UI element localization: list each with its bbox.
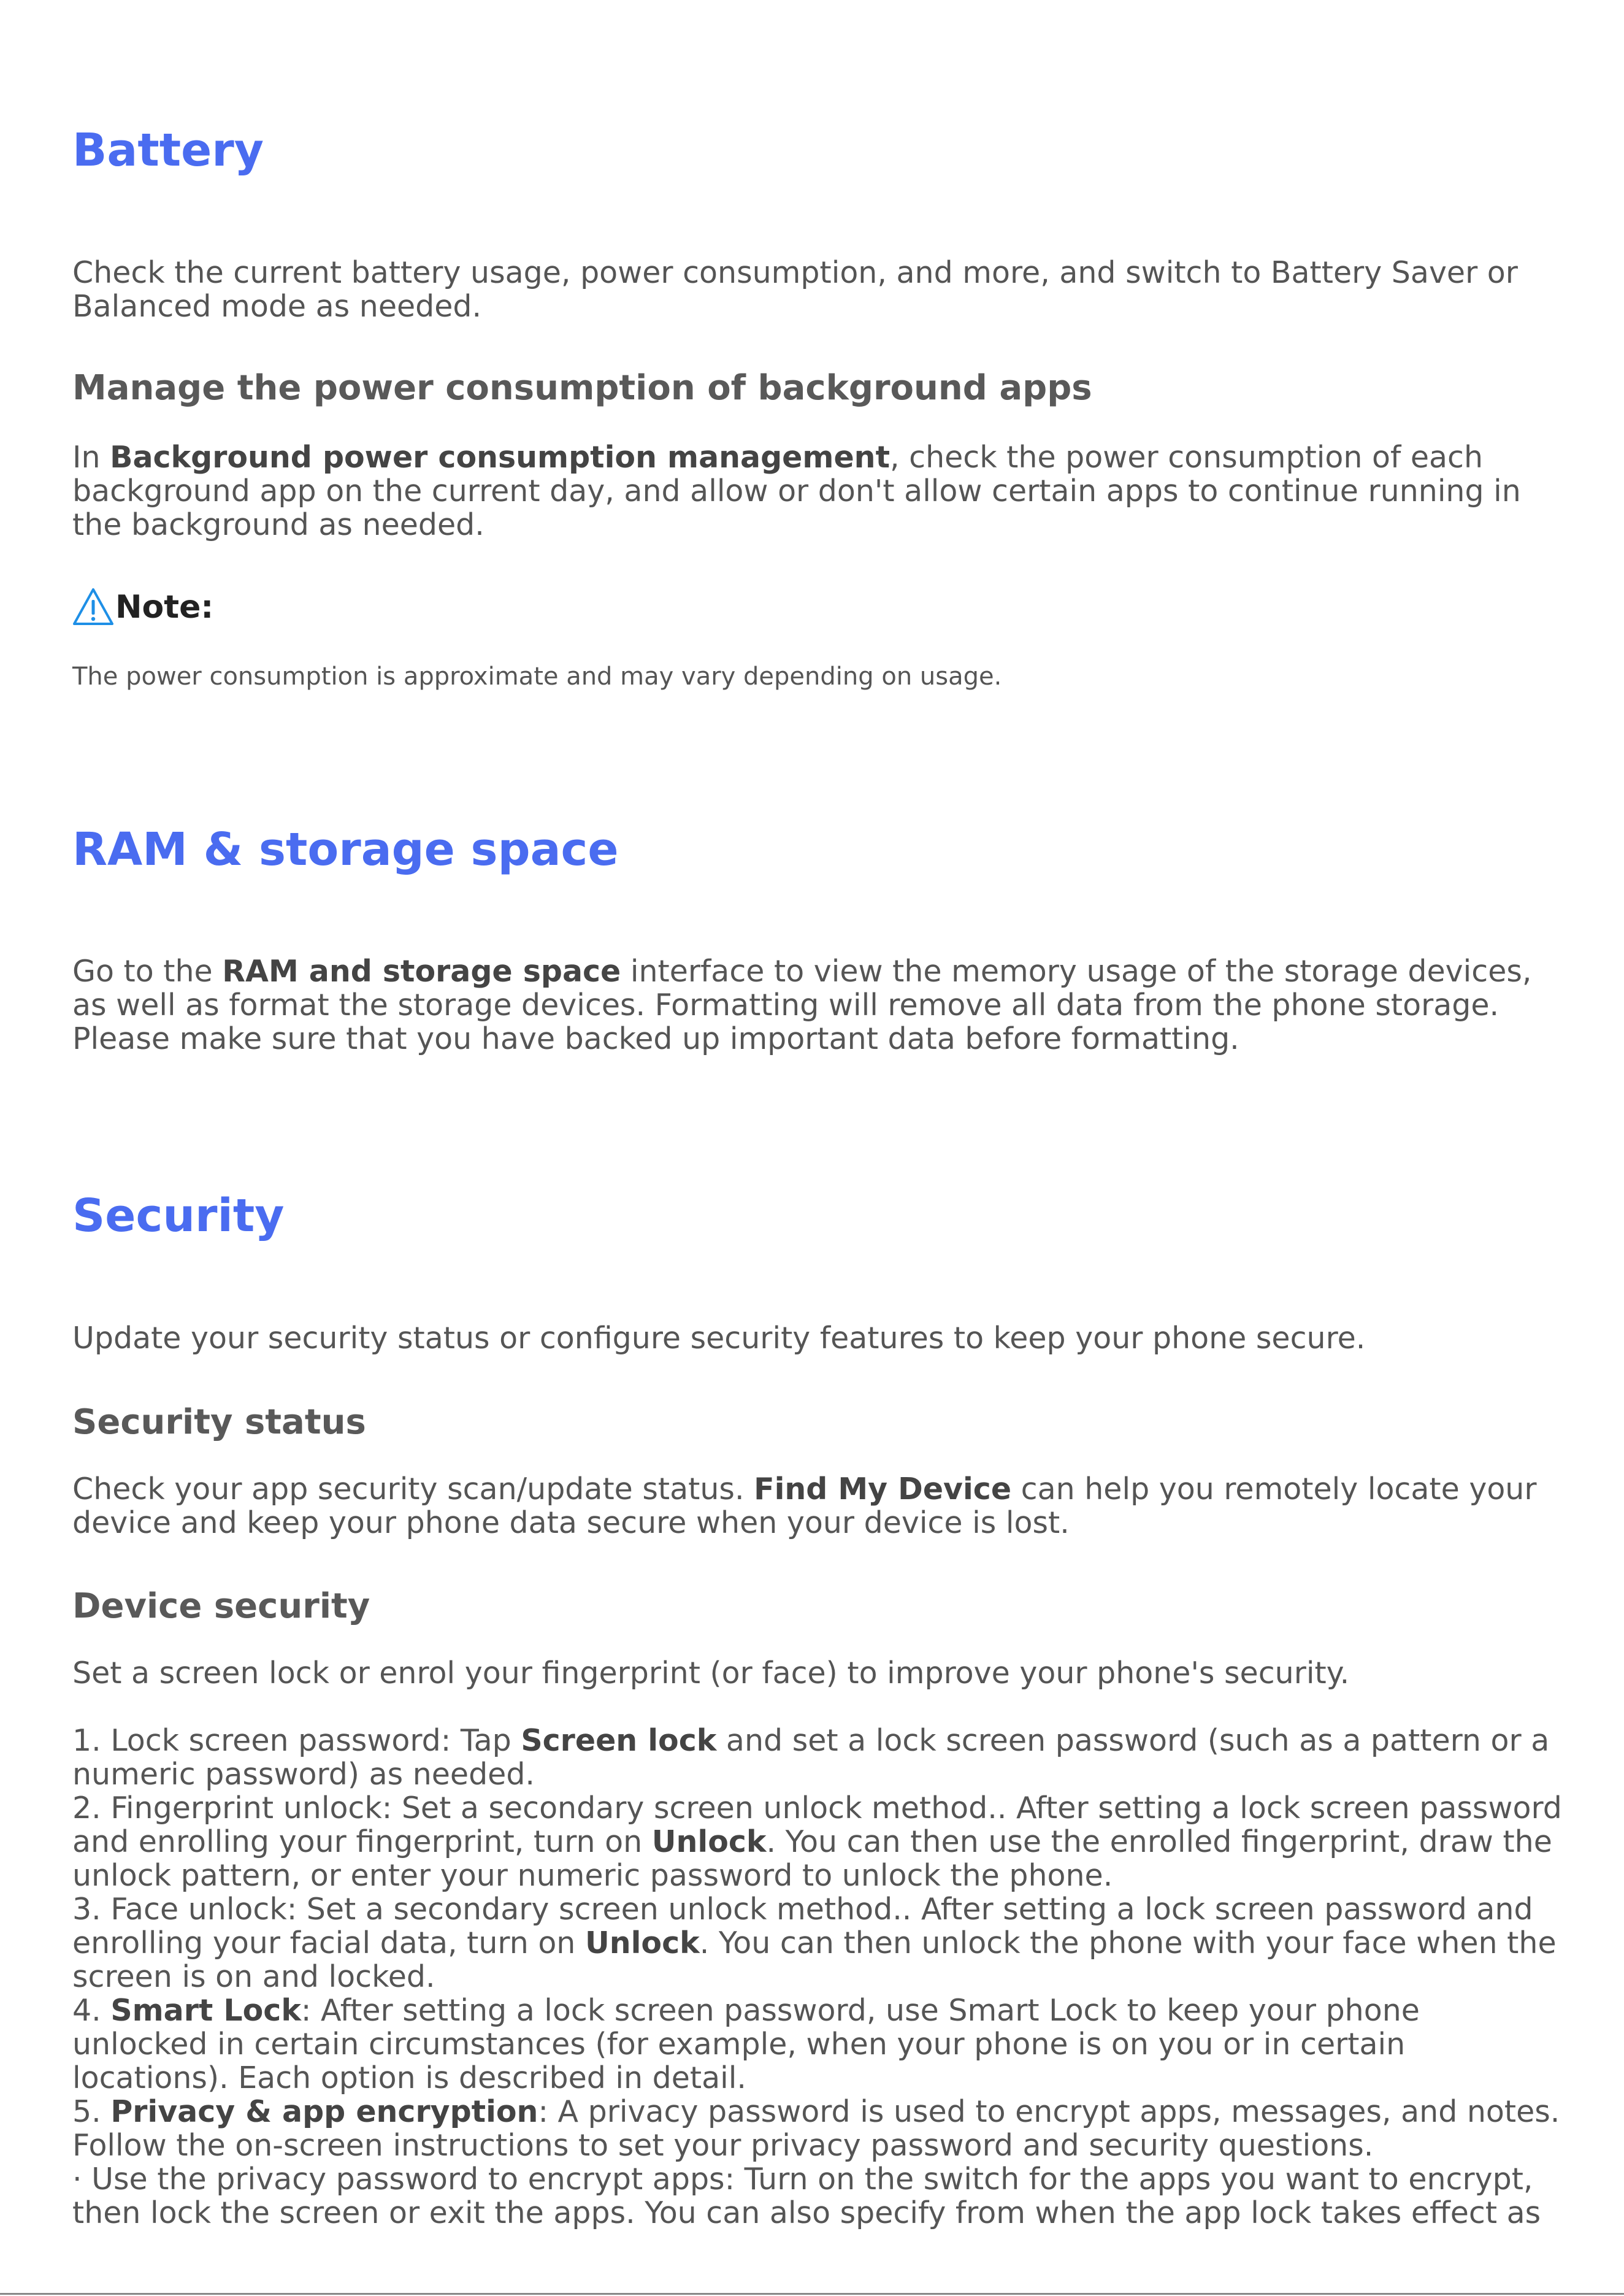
list-item	[72, 1724, 1563, 1791]
background-power-management-term: Background power consumption management	[110, 440, 890, 475]
device-security-heading: Device security	[72, 1586, 370, 1626]
list-item	[72, 1791, 1563, 1892]
note-label: Note:	[115, 589, 214, 626]
text-run: . You can then unlock the phone with your face when the screen is on and locked.	[72, 1925, 1557, 1994]
text-run: 4.	[72, 1993, 111, 2028]
security-status-heading: Security status	[72, 1402, 366, 1442]
security-heading: Security	[72, 1189, 285, 1242]
ram-storage-term: RAM and storage space	[222, 954, 621, 989]
ram-storage-paragraph	[72, 954, 1563, 1056]
security-intro: Update your security status or configure security features to keep your phone secure.	[72, 1321, 1366, 1356]
list-item	[72, 1892, 1563, 1994]
text-run: , check the power consumption of each background app on the current day, and allow or don't allow certain apps to continue running in the background as needed.	[72, 440, 1521, 542]
text-run: In	[72, 440, 110, 475]
text-run: 5.	[72, 2094, 111, 2129]
battery-intro: Check the current battery usage, power consumption, and more, and switch to Battery Saver or Balanced mode as needed.	[72, 255, 1518, 324]
warning-icon	[72, 588, 115, 626]
privacy-encryption-term: Privacy & app encryption	[110, 2094, 538, 2129]
list-item	[72, 1994, 1563, 2095]
text-run: 2. Fingerprint unlock: Set a secondary screen unlock method.. After setting a lock screen password and enrolling your fingerprint, turn on	[72, 1791, 1562, 1859]
screen-lock-term: Screen lock	[521, 1723, 717, 1758]
text-run: Check your app security scan/update status.	[72, 1472, 754, 1507]
battery-heading: Battery	[72, 124, 264, 177]
unlock-term: Unlock	[651, 1824, 767, 1859]
note-text: The power consumption is approximate and may vary depending on usage.	[72, 662, 1002, 691]
unlock-term: Unlock	[584, 1925, 700, 1960]
ram-storage-heading: RAM & storage space	[72, 823, 619, 876]
list-item: · Use the privacy password to encrypt apps: Turn on the switch for the apps you want to encrypt, then lock the screen or exit the apps. You can also specify from when the app lock takes effect as	[72, 2162, 1541, 2230]
text-run: . You can then use the enrolled fingerprint, draw the unlock pattern, or enter your numeric password to unlock the phone.	[72, 1824, 1552, 1893]
text-run: and set a lock screen password (such as a pattern or a numeric password) as needed.	[72, 1723, 1550, 1792]
list-item	[72, 2095, 1563, 2162]
security-status-paragraph	[72, 1472, 1563, 1540]
text-run: Go to the	[72, 954, 223, 989]
smart-lock-term: Smart Lock	[110, 1993, 301, 2028]
find-my-device-term: Find My Device	[754, 1472, 1012, 1507]
device-security-list	[72, 1724, 1563, 2230]
text-run: interface to view the memory usage of the storage devices, as well as format the storage devices. Formatting will remove all data from the phone storage. Please make sure that you have backed up important data before formatting.	[72, 954, 1532, 1056]
text-run: 1. Lock screen password: Tap	[72, 1723, 521, 1758]
page-bottom-rule	[0, 2293, 1624, 2295]
text-run: : After setting a lock screen password, use Smart Lock to keep your phone unlocked in certain circumstances (for example, when your phone is on you or in certain locations). Each option is described in detail.	[72, 1993, 1420, 2095]
text-run: : A privacy password is used to encrypt apps, messages, and notes. Follow the on-screen instructions to set your privacy password and security questions.	[72, 2094, 1560, 2163]
background-apps-paragraph	[72, 440, 1563, 542]
text-run: 3. Face unlock: Set a secondary screen unlock method.. After setting a lock screen password and enrolling your facial data, turn on	[72, 1892, 1533, 1960]
device-security-intro: Set a screen lock or enrol your fingerprint (or face) to improve your phone's security.	[72, 1656, 1350, 1691]
note-header	[72, 588, 213, 626]
text-run: can help you remotely locate your device and keep your phone data secure when your device is lost.	[72, 1472, 1537, 1540]
background-apps-heading: Manage the power consumption of background apps	[72, 368, 1092, 408]
